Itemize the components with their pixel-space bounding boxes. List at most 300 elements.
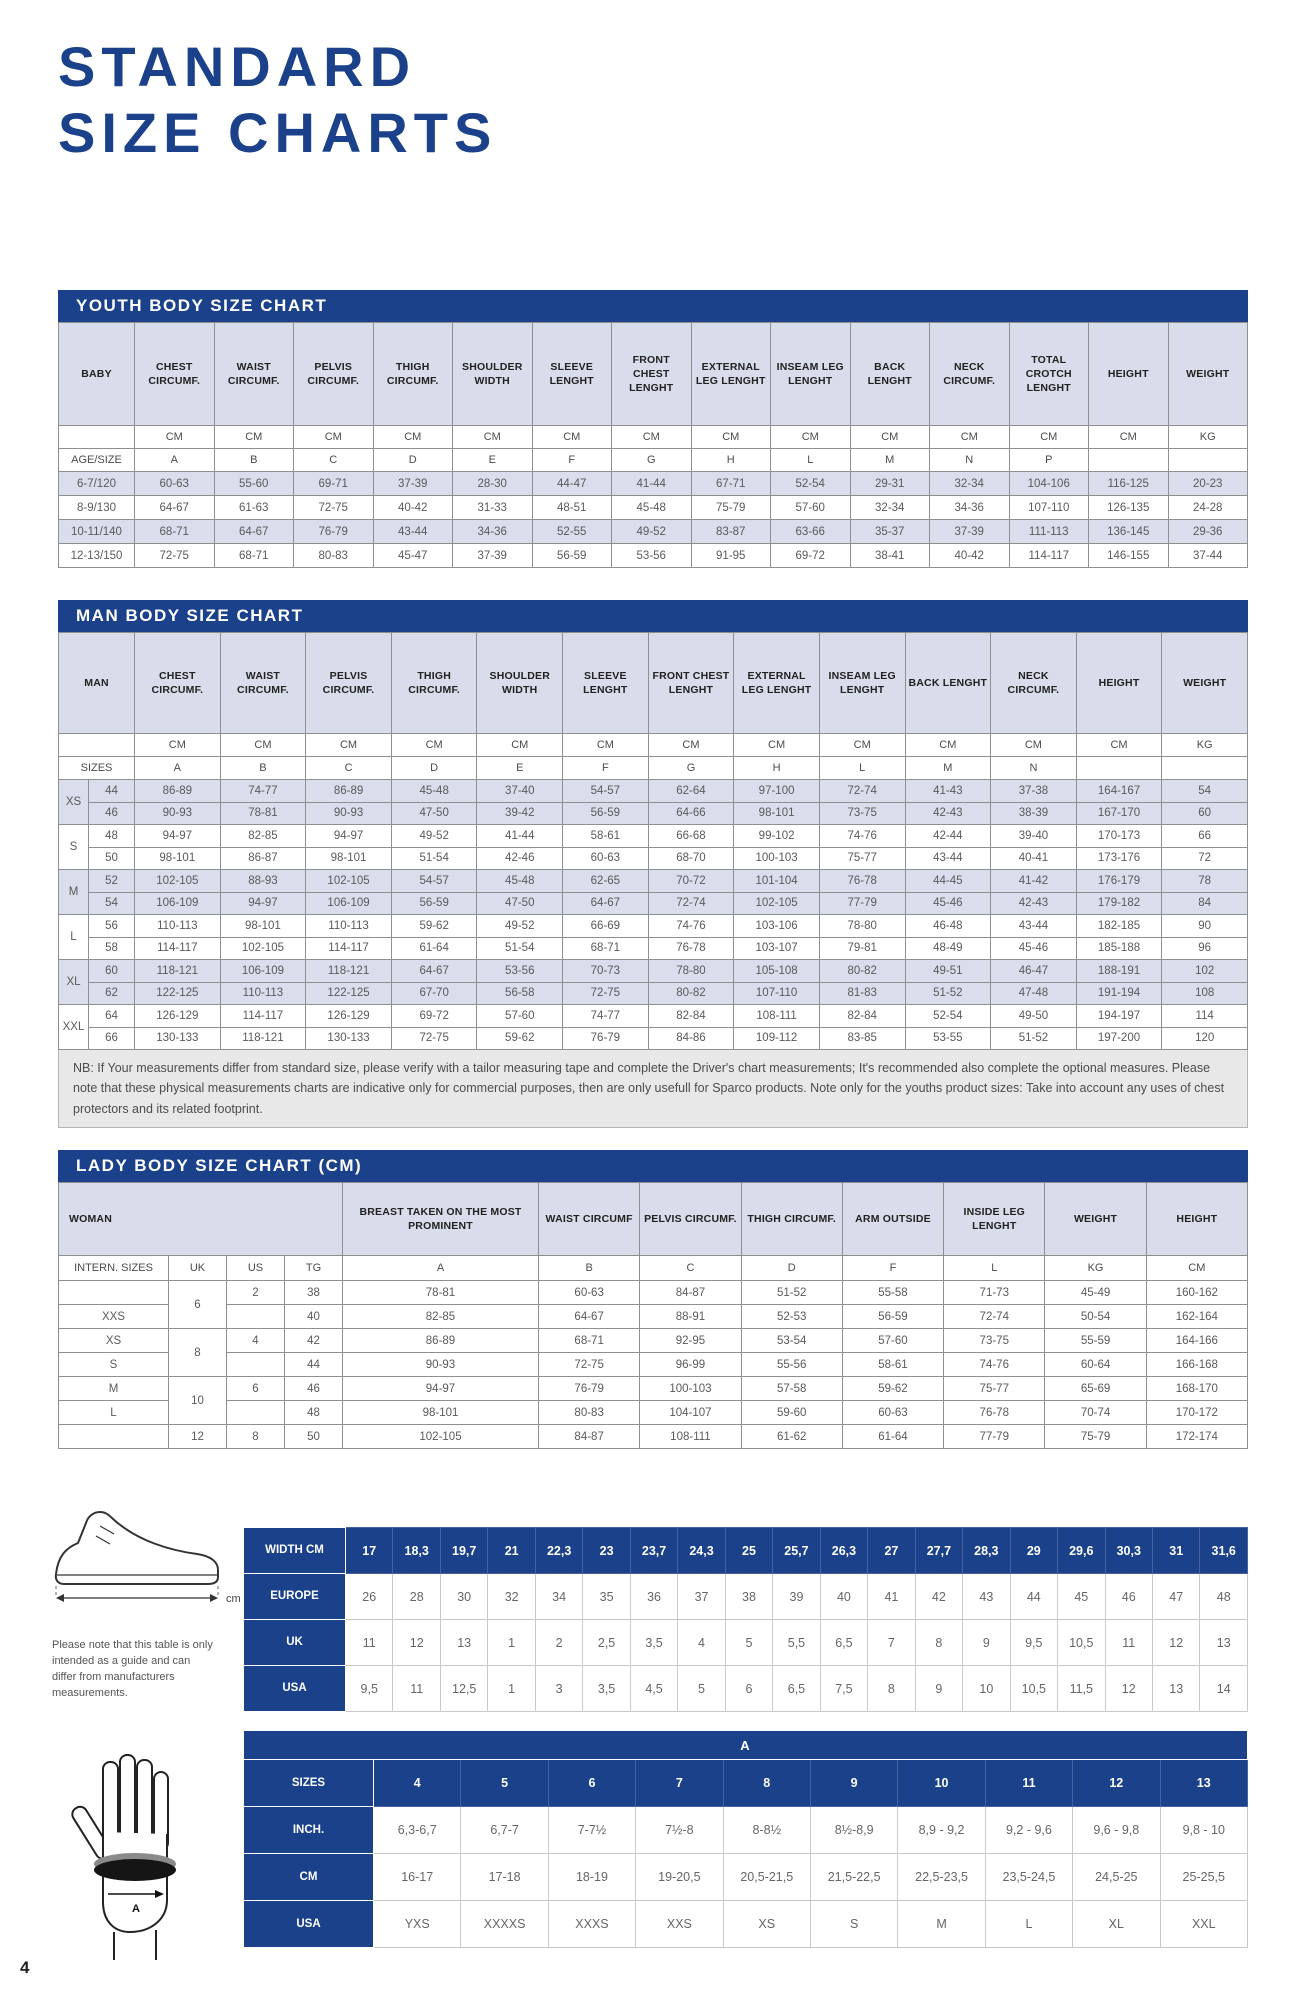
value-cell: 68-71 [563, 937, 649, 960]
letter-cell: M [850, 449, 930, 472]
value-cell: 102-105 [306, 870, 392, 893]
value-cell: 45-48 [477, 870, 563, 893]
value-cell: 84 [1162, 892, 1248, 915]
value-cell: 45-46 [991, 937, 1077, 960]
value-cell: 126-129 [306, 1005, 392, 1028]
unit-cell: CM [734, 734, 820, 757]
value-cell: 12 [1152, 1620, 1199, 1666]
value-cell: 6,3-6,7 [374, 1807, 461, 1854]
value-cell: 3,5 [583, 1666, 630, 1712]
value-cell: 40-42 [930, 544, 1010, 568]
value-cell: 1 [488, 1666, 535, 1712]
letter-cell: C [306, 757, 392, 780]
value-cell: 10 [963, 1666, 1010, 1712]
table-row [59, 780, 1248, 803]
value-cell: 53-54 [741, 1329, 842, 1353]
value-cell: 45-48 [391, 780, 477, 803]
column-header: WEIGHT [1045, 1183, 1146, 1256]
letter-cell: L [819, 757, 905, 780]
value-cell: 94-97 [220, 892, 306, 915]
value-cell: 110-113 [135, 915, 221, 938]
value-cell: 56-59 [532, 544, 612, 568]
value-cell: 55-56 [741, 1353, 842, 1377]
value-cell: 98-101 [135, 847, 221, 870]
column-header: FRONT CHEST LENGHT [648, 633, 734, 734]
value-cell: 40 [820, 1574, 867, 1620]
value-cell: 45-46 [905, 892, 991, 915]
value-cell: 43-44 [373, 520, 453, 544]
table-row [59, 915, 1248, 938]
value-cell: 82-85 [220, 825, 306, 848]
value-cell: 30,3 [1105, 1528, 1152, 1574]
sizes-label: SIZES [59, 757, 135, 780]
value-cell: 75-77 [944, 1377, 1045, 1401]
value-cell: 66-68 [648, 825, 734, 848]
column-header: WAIST CIRCUMF [539, 1183, 640, 1256]
value-cell: 4 [227, 1329, 285, 1353]
page-number: 4 [20, 1958, 30, 1977]
value-cell: 23,5-24,5 [985, 1854, 1072, 1901]
value-cell: 182-185 [1076, 915, 1162, 938]
value-cell: 102-105 [734, 892, 820, 915]
value-cell: 76-78 [819, 870, 905, 893]
value-cell: L [985, 1901, 1072, 1948]
size-group-label: XS [59, 780, 89, 825]
table-row [59, 1305, 1248, 1329]
value-cell: 47 [1152, 1574, 1199, 1620]
column-header: EXTERNAL LEG LENGHT [691, 323, 771, 426]
value-cell: 109-112 [734, 1027, 820, 1050]
value-cell: 42-43 [905, 802, 991, 825]
unit-cell: CM [220, 734, 306, 757]
hand-dimension-label: A [132, 1903, 140, 1915]
value-cell: 76-79 [539, 1377, 640, 1401]
unit-cell: CM [905, 734, 991, 757]
letter-cell [1162, 757, 1248, 780]
row-label: WIDTH CM [244, 1528, 346, 1574]
column-header: CHEST CIRCUMF. [135, 323, 215, 426]
value-cell: 43-44 [991, 915, 1077, 938]
value-cell: 72-74 [944, 1305, 1045, 1329]
value-cell: 46 [1105, 1574, 1152, 1620]
table-row [59, 982, 1248, 1005]
value-cell: 61-62 [741, 1425, 842, 1449]
value-cell: 51-52 [905, 982, 991, 1005]
table-row [59, 633, 1248, 734]
value-cell: 107-110 [734, 982, 820, 1005]
value-cell: 173-176 [1076, 847, 1162, 870]
value-cell: 116-125 [1089, 472, 1169, 496]
value-cell: 191-194 [1076, 982, 1162, 1005]
value-cell: 37-38 [991, 780, 1077, 803]
value-cell: 72-75 [563, 982, 649, 1005]
column-header: BACK LENGHT [850, 323, 930, 426]
row-label: 12-13/150 [59, 544, 135, 568]
shoe-size-table [243, 1527, 1248, 1712]
value-cell: 51-54 [391, 847, 477, 870]
value-cell: 61-63 [214, 496, 294, 520]
value-cell: 114-117 [220, 1005, 306, 1028]
table-row [59, 1353, 1248, 1377]
value-cell: 86-89 [343, 1329, 539, 1353]
value-cell: 44 [1010, 1574, 1057, 1620]
value-cell: 74-77 [563, 1005, 649, 1028]
value-cell: 20,5-21,5 [723, 1854, 810, 1901]
value-cell: 102 [1162, 960, 1248, 983]
unit-cell: CM [306, 734, 392, 757]
row-label: USA [244, 1666, 346, 1712]
row-label: INCH. [244, 1807, 374, 1854]
table-row [59, 1377, 1248, 1401]
man-size-table [58, 632, 1248, 1050]
value-cell: 52-54 [771, 472, 851, 496]
value-cell: 168-170 [1146, 1377, 1247, 1401]
value-cell: 58-61 [563, 825, 649, 848]
unit-cell: CM [991, 734, 1077, 757]
row-label: USA [244, 1901, 374, 1948]
value-cell: 24-28 [1168, 496, 1248, 520]
size-cell: 66 [89, 1027, 135, 1050]
column-header: WEIGHT [1168, 323, 1248, 426]
value-cell: 74-76 [648, 915, 734, 938]
value-cell: 47-50 [477, 892, 563, 915]
value-cell: 40-42 [373, 496, 453, 520]
value-cell: 40 [285, 1305, 343, 1329]
value-cell: 56-59 [563, 802, 649, 825]
value-cell: 197-200 [1076, 1027, 1162, 1050]
value-cell: 18,3 [393, 1528, 440, 1574]
value-cell: 30 [440, 1574, 487, 1620]
lady-size-table [58, 1182, 1248, 1449]
value-cell: 160-162 [1146, 1281, 1247, 1305]
value-cell: 101-104 [734, 870, 820, 893]
subheader-cell: F [842, 1256, 943, 1281]
size-cell: 62 [89, 982, 135, 1005]
value-cell: 83-85 [819, 1027, 905, 1050]
unit-cell [59, 426, 135, 449]
column-header: MAN [59, 633, 135, 734]
value-cell: 42-44 [905, 825, 991, 848]
value-cell: 32-34 [850, 496, 930, 520]
value-cell: 38-41 [850, 544, 930, 568]
column-header: PELVIS CIRCUMF. [306, 633, 392, 734]
letter-cell: N [991, 757, 1077, 780]
table-row [244, 1807, 1248, 1854]
letter-cell: E [477, 757, 563, 780]
table-row [59, 496, 1248, 520]
value-cell: 82-85 [343, 1305, 539, 1329]
value-cell: 75-79 [691, 496, 771, 520]
value-cell: 105-108 [734, 960, 820, 983]
value-cell: 29 [1010, 1528, 1057, 1574]
value-cell: 60-64 [1045, 1353, 1146, 1377]
column-header: SHOULDER WIDTH [477, 633, 563, 734]
value-cell: 43-44 [905, 847, 991, 870]
value-cell: 71-73 [944, 1281, 1045, 1305]
value-cell: 70-72 [648, 870, 734, 893]
value-cell: 49-52 [477, 915, 563, 938]
value-cell: 41-44 [477, 825, 563, 848]
value-cell [59, 1281, 169, 1305]
value-cell [59, 1425, 169, 1449]
value-cell: 26,3 [820, 1528, 867, 1574]
youth-size-chart-section [58, 290, 1248, 568]
column-header: EXTERNAL LEG LENGHT [734, 633, 820, 734]
value-cell: 39-42 [477, 802, 563, 825]
value-cell: 60-63 [539, 1281, 640, 1305]
value-cell: 110-113 [306, 915, 392, 938]
value-cell: 41 [868, 1574, 915, 1620]
table-row [244, 1666, 1248, 1712]
column-header: SLEEVE LENGHT [563, 633, 649, 734]
value-cell: 9,6 - 9,8 [1073, 1807, 1160, 1854]
table-row [59, 1281, 1248, 1305]
value-cell: 49-51 [905, 960, 991, 983]
letter-cell [1076, 757, 1162, 780]
value-cell: 51-52 [991, 1027, 1077, 1050]
value-cell: 74-76 [819, 825, 905, 848]
value-cell: 68-71 [135, 520, 215, 544]
value-cell: 86-87 [220, 847, 306, 870]
value-cell: 55-58 [842, 1281, 943, 1305]
lady-size-chart-section [58, 1150, 1248, 1449]
letter-cell: H [691, 449, 771, 472]
value-cell: 25,7 [773, 1528, 820, 1574]
value-cell: 57-60 [842, 1329, 943, 1353]
row-label: UK [244, 1620, 346, 1666]
value-cell: 130-133 [135, 1027, 221, 1050]
unit-cell: CM [477, 734, 563, 757]
value-cell: 84-87 [539, 1425, 640, 1449]
value-cell: 76-78 [648, 937, 734, 960]
value-cell: 37-40 [477, 780, 563, 803]
value-cell: XXS [59, 1305, 169, 1329]
value-cell: 60 [1162, 802, 1248, 825]
table-cell [59, 734, 135, 757]
value-cell: 40-41 [991, 847, 1077, 870]
value-cell: 6 [548, 1760, 635, 1807]
value-cell: 6,5 [820, 1620, 867, 1666]
value-cell: 18-19 [548, 1854, 635, 1901]
subheader-cell: D [741, 1256, 842, 1281]
value-cell: 44 [285, 1353, 343, 1377]
unit-cell: CM [771, 426, 851, 449]
letter-cell: B [220, 757, 306, 780]
value-cell: 56-59 [391, 892, 477, 915]
table-row [59, 426, 1248, 449]
value-cell: 57-60 [477, 1005, 563, 1028]
column-header: SHOULDER WIDTH [453, 323, 533, 426]
value-cell: 28,3 [963, 1528, 1010, 1574]
unit-cell: CM [294, 426, 374, 449]
value-cell: 31,6 [1200, 1528, 1248, 1574]
value-cell: 69-72 [771, 544, 851, 568]
value-cell: 130-133 [306, 1027, 392, 1050]
value-cell: 54 [1162, 780, 1248, 803]
value-cell: 78 [1162, 870, 1248, 893]
value-cell: 67-71 [691, 472, 771, 496]
man-chart-note: NB: If Your measurements differ from standard size, please verify with a tailor measuring tape and complete the Driver's chart measurements; It's recommended also complete the optional measures. Please note that these physical measurements charts are indicative only for commercial purposes, then are only usefull for Sparco products. Note only for the youths product sizes: Take into account any uses of chest protectors and its related footprint. [58, 1050, 1248, 1128]
table-row [59, 757, 1248, 780]
unit-cell: CM [930, 426, 1010, 449]
value-cell: 22,5-23,5 [898, 1854, 985, 1901]
table-row [244, 1854, 1248, 1901]
value-cell: 50-54 [1045, 1305, 1146, 1329]
value-cell: 35 [583, 1574, 630, 1620]
value-cell: 52-54 [905, 1005, 991, 1028]
unit-cell: CM [819, 734, 905, 757]
dimension-label: A [244, 1731, 1248, 1760]
row-label: CM [244, 1854, 374, 1901]
unit-cell: CM [691, 426, 771, 449]
unit-cell: CM [373, 426, 453, 449]
value-cell: 136-145 [1089, 520, 1169, 544]
value-cell: 6,7-7 [461, 1807, 548, 1854]
subheader-cell: INTERN. SIZES [59, 1256, 169, 1281]
value-cell: 88-93 [220, 870, 306, 893]
value-cell: 9,2 - 9,6 [985, 1807, 1072, 1854]
value-cell: 7½-8 [636, 1807, 723, 1854]
value-cell: 23 [583, 1528, 630, 1574]
value-cell: 63-66 [771, 520, 851, 544]
value-cell: 52-55 [532, 520, 612, 544]
value-cell: 68-70 [648, 847, 734, 870]
value-cell: S [59, 1353, 169, 1377]
value-cell: 6,5 [773, 1666, 820, 1712]
value-cell: 65-69 [1045, 1377, 1146, 1401]
value-cell: 108-111 [640, 1425, 741, 1449]
size-group-label: L [59, 915, 89, 960]
value-cell: 11 [346, 1620, 393, 1666]
value-cell: 12 [1073, 1760, 1160, 1807]
value-cell: 8,9 - 9,2 [898, 1807, 985, 1854]
value-cell: 37-39 [373, 472, 453, 496]
value-cell: 91-95 [691, 544, 771, 568]
table-row [59, 937, 1248, 960]
value-cell: 102-105 [343, 1425, 539, 1449]
letter-cell: F [532, 449, 612, 472]
value-cell: 28-30 [453, 472, 533, 496]
value-cell: 39 [773, 1574, 820, 1620]
unit-cell: CM [563, 734, 649, 757]
page-title-line2: SIZE CHARTS [58, 101, 498, 164]
size-cell: 54 [89, 892, 135, 915]
table-row [59, 1256, 1248, 1281]
value-cell: 62-64 [648, 780, 734, 803]
value-cell: 7 [868, 1620, 915, 1666]
value-cell: 6 [725, 1666, 772, 1712]
value-cell: 72 [1162, 847, 1248, 870]
value-cell [227, 1305, 285, 1329]
value-cell: 53-56 [612, 544, 692, 568]
value-cell: 106-109 [220, 960, 306, 983]
value-cell: 27,7 [915, 1528, 962, 1574]
value-cell: 62-65 [563, 870, 649, 893]
table-row [59, 449, 1248, 472]
value-cell: 78-80 [819, 915, 905, 938]
letter-cell: B [214, 449, 294, 472]
letter-cell: A [135, 449, 215, 472]
value-cell: 9 [810, 1760, 897, 1807]
table-row [59, 892, 1248, 915]
letter-cell: N [930, 449, 1010, 472]
size-cell: 64 [89, 1005, 135, 1028]
column-header: SLEEVE LENGHT [532, 323, 612, 426]
column-header: NECK CIRCUMF. [930, 323, 1010, 426]
value-cell: 118-121 [135, 960, 221, 983]
value-cell: 10,5 [1058, 1620, 1105, 1666]
row-label: 8-9/130 [59, 496, 135, 520]
value-cell: 2 [535, 1620, 582, 1666]
value-cell: 78-80 [648, 960, 734, 983]
value-cell: 29-31 [850, 472, 930, 496]
subheader-cell: TG [285, 1256, 343, 1281]
value-cell: 51-54 [477, 937, 563, 960]
value-cell: XXL [1160, 1901, 1247, 1948]
value-cell: 55-60 [214, 472, 294, 496]
row-label: 6-7/120 [59, 472, 135, 496]
unit-cell: CM [391, 734, 477, 757]
column-header: WAIST CIRCUMF. [220, 633, 306, 734]
value-cell: 114-117 [135, 937, 221, 960]
value-cell: 60-63 [563, 847, 649, 870]
table-row [244, 1574, 1248, 1620]
value-cell: 46 [285, 1377, 343, 1401]
value-cell: 5 [725, 1620, 772, 1666]
value-cell: 80-82 [648, 982, 734, 1005]
value-cell: 10 [898, 1760, 985, 1807]
value-cell: 13 [1160, 1760, 1247, 1807]
value-cell: 2,5 [583, 1620, 630, 1666]
letter-cell: F [563, 757, 649, 780]
glove-hand-icon [70, 1752, 206, 1964]
value-cell: 114-117 [306, 937, 392, 960]
value-cell: 66 [1162, 825, 1248, 848]
subheader-cell: CM [1146, 1256, 1247, 1281]
column-header: BACK LENGHT [905, 633, 991, 734]
value-cell: 7 [636, 1760, 723, 1807]
value-cell: 179-182 [1076, 892, 1162, 915]
table-row [59, 802, 1248, 825]
value-cell: 98-101 [343, 1401, 539, 1425]
value-cell: 49-52 [391, 825, 477, 848]
value-cell: 59-62 [842, 1377, 943, 1401]
value-cell: 64-66 [648, 802, 734, 825]
table-row [244, 1528, 1248, 1574]
column-header: INSEAM LEG LENGHT [771, 323, 851, 426]
table-row [244, 1760, 1248, 1807]
value-cell: 74-77 [220, 780, 306, 803]
table-row [59, 1425, 1248, 1449]
value-cell: 90-93 [135, 802, 221, 825]
value-cell: 57-60 [771, 496, 851, 520]
value-cell: 7-7½ [548, 1807, 635, 1854]
unit-cell: CM [532, 426, 612, 449]
value-cell: M [59, 1377, 169, 1401]
value-cell: 38 [285, 1281, 343, 1305]
value-cell: 39-40 [991, 825, 1077, 848]
value-cell: XS [723, 1901, 810, 1948]
value-cell: 72-75 [294, 496, 374, 520]
value-cell: 13 [440, 1620, 487, 1666]
letter-cell: D [391, 757, 477, 780]
value-cell: 188-191 [1076, 960, 1162, 983]
value-cell: 8 [227, 1425, 285, 1449]
value-cell: L [59, 1401, 169, 1425]
value-cell: 83-87 [691, 520, 771, 544]
value-cell: 5,5 [773, 1620, 820, 1666]
value-cell: 44-47 [532, 472, 612, 496]
